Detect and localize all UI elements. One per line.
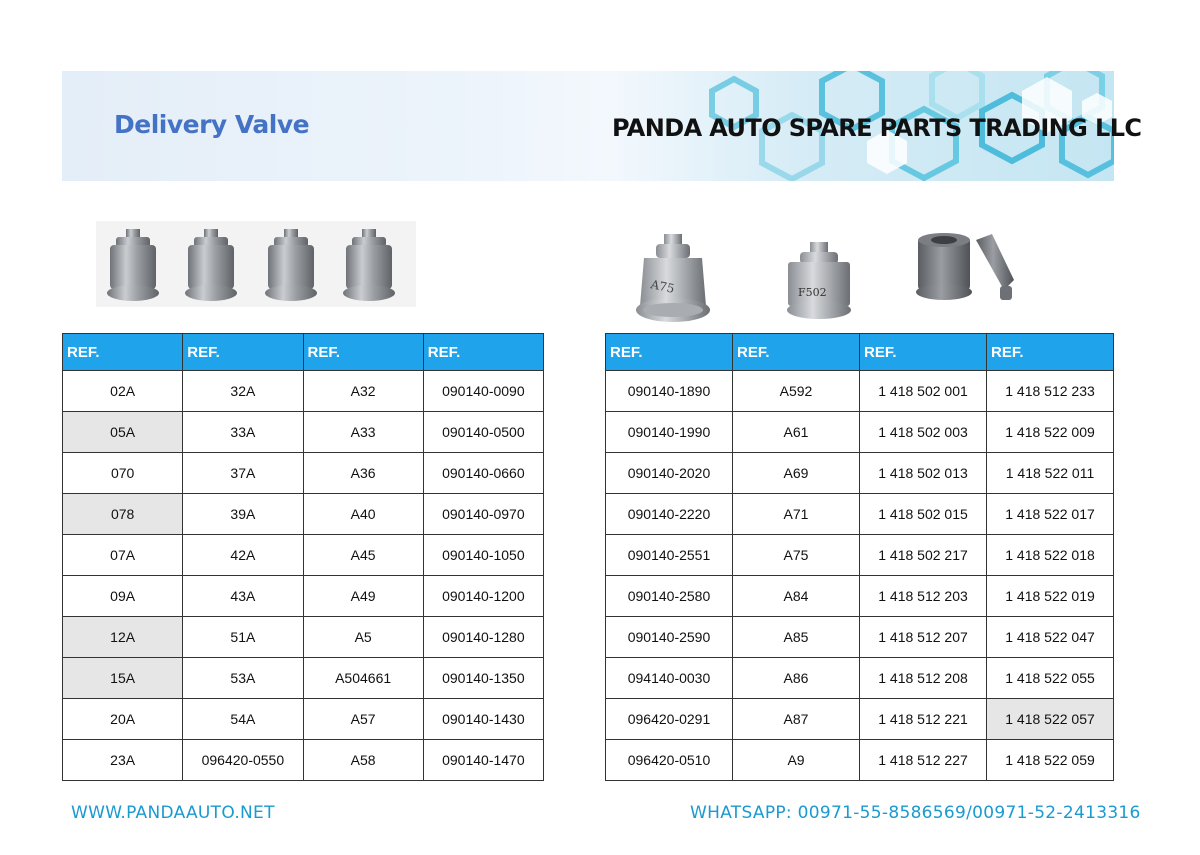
table-cell: A36 [303, 453, 423, 494]
column-header: REF. [860, 334, 987, 371]
column-header: REF. [423, 334, 543, 371]
table-row [63, 576, 544, 617]
table-cell: 1 418 522 055 [987, 658, 1114, 699]
valve-2-graphic [185, 229, 237, 301]
table-row [606, 740, 1114, 781]
table-cell: 090140-2020 [606, 453, 733, 494]
table-cell: A5 [303, 617, 423, 658]
table-cell: 1 418 522 057 [987, 699, 1114, 740]
table-cell: 43A [183, 576, 303, 617]
table-cell: A45 [303, 535, 423, 576]
table-cell: 39A [183, 494, 303, 535]
ref-table-right [605, 333, 1114, 781]
table-cell: A85 [733, 617, 860, 658]
table-cell: 096420-0550 [183, 740, 303, 781]
table-row [606, 617, 1114, 658]
column-header: REF. [987, 334, 1114, 371]
table-row [63, 535, 544, 576]
table-row [606, 494, 1114, 535]
valve-label-f502: F502 [798, 286, 827, 299]
table-cell: A87 [733, 699, 860, 740]
table-cell: A33 [303, 412, 423, 453]
valve-4-graphic [343, 229, 395, 301]
table-row [606, 535, 1114, 576]
column-header: REF. [63, 334, 183, 371]
table-row [63, 617, 544, 658]
table-row [606, 412, 1114, 453]
table-cell: A71 [733, 494, 860, 535]
table-cell: 53A [183, 658, 303, 699]
valve-label-a75: A75 [649, 277, 676, 296]
table-cell: 090140-1350 [423, 658, 543, 699]
table-header-row [606, 334, 1114, 371]
column-header: REF. [303, 334, 423, 371]
valve-1-graphic [107, 229, 159, 301]
table-cell: 1 418 502 217 [860, 535, 987, 576]
table-cell: 1 418 522 011 [987, 453, 1114, 494]
company-name: PANDA AUTO SPARE PARTS TRADING LLC [612, 114, 1142, 142]
table-cell: 1 418 522 019 [987, 576, 1114, 617]
table-cell: 42A [183, 535, 303, 576]
table-cell: 090140-2551 [606, 535, 733, 576]
table-cell: A84 [733, 576, 860, 617]
table-row [63, 494, 544, 535]
footer-whatsapp[interactable]: WHATSAPP: 00971-55-8586569/00971-52-2413316 [690, 803, 1141, 823]
table-cell: 32A [183, 371, 303, 412]
table-cell: A32 [303, 371, 423, 412]
table-cell: A504661 [303, 658, 423, 699]
table-row [63, 412, 544, 453]
table-cell: 090140-2220 [606, 494, 733, 535]
table-cell: 090140-1470 [423, 740, 543, 781]
table-row [606, 371, 1114, 412]
product-photo-strip [96, 221, 416, 307]
table-cell: A58 [303, 740, 423, 781]
table-cell: A49 [303, 576, 423, 617]
table-cell: 54A [183, 699, 303, 740]
table-cell: 02A [63, 371, 183, 412]
column-header: REF. [733, 334, 860, 371]
table-cell: 1 418 512 208 [860, 658, 987, 699]
table-cell: A9 [733, 740, 860, 781]
table-cell: 51A [183, 617, 303, 658]
table-cell: 090140-1990 [606, 412, 733, 453]
table-cell: 070 [63, 453, 183, 494]
table-cell: 090140-1050 [423, 535, 543, 576]
table-row [63, 658, 544, 699]
table-cell: A40 [303, 494, 423, 535]
table-row [606, 658, 1114, 699]
table-cell: 1 418 522 018 [987, 535, 1114, 576]
table-cell: 1 418 502 015 [860, 494, 987, 535]
table-cell: 37A [183, 453, 303, 494]
table-cell: 12A [63, 617, 183, 658]
valve-a75-image [634, 232, 714, 324]
table-cell: 1 418 502 013 [860, 453, 987, 494]
table-cell: 090140-2590 [606, 617, 733, 658]
table-cell: 1 418 502 001 [860, 371, 987, 412]
ref-table-left [62, 333, 544, 781]
table-cell: 23A [63, 740, 183, 781]
table-cell: 20A [63, 699, 183, 740]
table-header-row [63, 334, 544, 371]
table-cell: A69 [733, 453, 860, 494]
table-cell: 1 418 522 059 [987, 740, 1114, 781]
table-cell: A61 [733, 412, 860, 453]
table-cell: 33A [183, 412, 303, 453]
column-header: REF. [606, 334, 733, 371]
column-header: REF. [183, 334, 303, 371]
valve-group-image [96, 221, 416, 307]
table-cell: 090140-0970 [423, 494, 543, 535]
table-cell: 1 418 522 017 [987, 494, 1114, 535]
table-cell: 1 418 522 047 [987, 617, 1114, 658]
table-cell: 090140-2580 [606, 576, 733, 617]
valve-3-graphic [265, 229, 317, 301]
table-cell: 090140-0500 [423, 412, 543, 453]
table-cell: A57 [303, 699, 423, 740]
table-cell: 096420-0291 [606, 699, 733, 740]
table-cell: 1 418 512 221 [860, 699, 987, 740]
table-cell: 090140-1200 [423, 576, 543, 617]
table-row [63, 453, 544, 494]
table-cell: 1 418 512 233 [987, 371, 1114, 412]
page-title: Delivery Valve [114, 110, 310, 139]
table-cell: 090140-1890 [606, 371, 733, 412]
table-cell: 1 418 512 227 [860, 740, 987, 781]
table-cell: 1 418 502 003 [860, 412, 987, 453]
table-row [606, 576, 1114, 617]
table-cell: 096420-0510 [606, 740, 733, 781]
table-cell: 1 418 522 009 [987, 412, 1114, 453]
table-cell: 1 418 512 203 [860, 576, 987, 617]
footer-website[interactable]: WWW.PANDAAUTO.NET [71, 803, 275, 823]
table-cell: 090140-1280 [423, 617, 543, 658]
table-cell: A592 [733, 371, 860, 412]
table-row [63, 371, 544, 412]
table-cell: 05A [63, 412, 183, 453]
table-cell: 15A [63, 658, 183, 699]
table-cell: A75 [733, 535, 860, 576]
table-cell: 078 [63, 494, 183, 535]
table-cell: 09A [63, 576, 183, 617]
table-cell: 094140-0030 [606, 658, 733, 699]
table-row [63, 699, 544, 740]
table-row [606, 453, 1114, 494]
table-cell: 07A [63, 535, 183, 576]
table-row [63, 740, 544, 781]
table-cell: 090140-1430 [423, 699, 543, 740]
table-row [606, 699, 1114, 740]
valve-with-holder-image [910, 230, 1030, 306]
valve-f502-image [784, 240, 854, 322]
table-cell: A86 [733, 658, 860, 699]
table-cell: 090140-0660 [423, 453, 543, 494]
table-cell: 090140-0090 [423, 371, 543, 412]
table-cell: 1 418 512 207 [860, 617, 987, 658]
